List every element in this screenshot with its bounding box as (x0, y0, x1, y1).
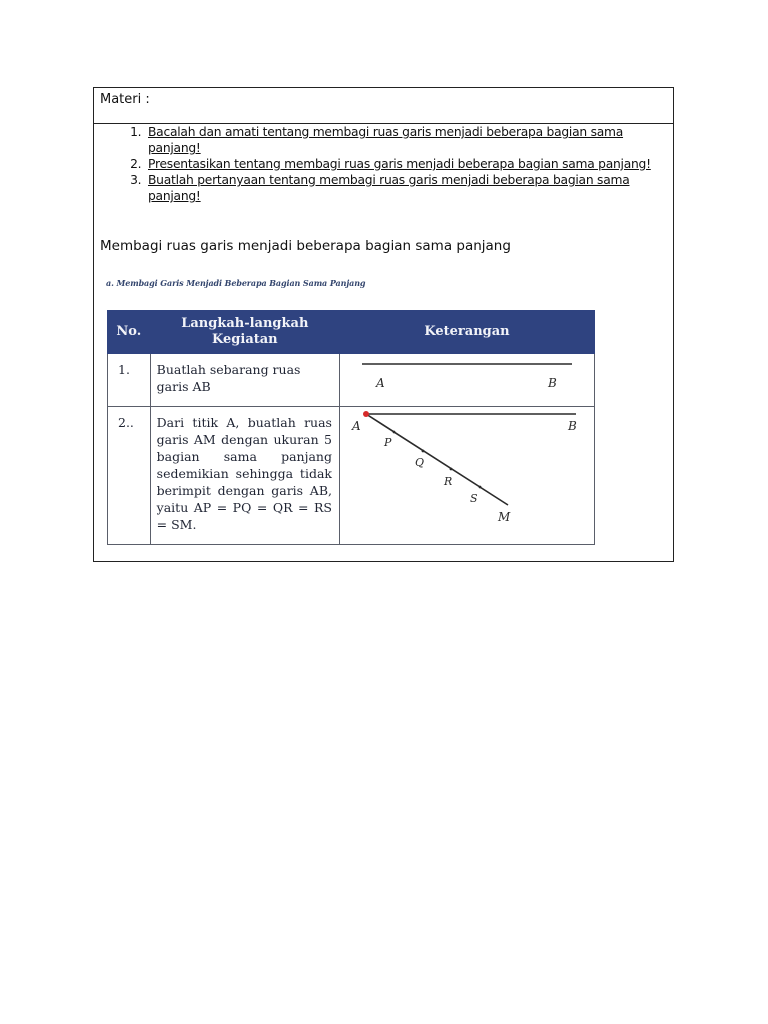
point-q-marker (422, 450, 425, 453)
point-q-label: Q (414, 456, 425, 469)
point-p-label: P (383, 436, 392, 449)
row-number: 1. (108, 354, 151, 407)
materi-label: Materi : (100, 92, 150, 107)
col-header-remarks: Keterangan (339, 311, 594, 354)
scanned-textbook-excerpt (106, 277, 596, 542)
segment-division-diagram (340, 407, 594, 543)
table-row (108, 354, 595, 407)
point-p-marker (393, 431, 396, 434)
row-step-text: Buatlah sebarang ruas garis AB (156, 362, 301, 394)
task-list (94, 124, 673, 204)
excerpt-title: a. Membagi Garis Menjadi Beberapa Bagian Sama Panjang (106, 278, 366, 288)
row-diagram-cell (339, 354, 594, 407)
segment-am-line (366, 414, 508, 505)
row-step (150, 354, 339, 407)
materi-box (93, 87, 674, 562)
row-step (150, 407, 339, 545)
point-a-marker (363, 411, 369, 417)
point-a-label: A (375, 376, 385, 390)
steps-table (107, 310, 595, 545)
segment-ab-diagram (340, 354, 594, 406)
table-row (108, 407, 595, 545)
task-item-2: 2. Presentasikan tentang membagi ruas garis menjadi beberapa bagian sama panjang! (145, 156, 651, 172)
point-r-marker (450, 468, 453, 471)
point-s-marker (479, 486, 482, 489)
task-item-1: 1. Bacalah dan amati tentang membagi ruas garis menjadi beberapa bagian sama panjang! (145, 124, 651, 156)
point-b-label: B (547, 376, 557, 390)
col-header-steps (150, 311, 339, 354)
task-item-3: 3. Buatlah pertanyaan tentang membagi ruas garis menjadi beberapa bagian sama panjang! (145, 172, 651, 204)
row-diagram-cell (339, 407, 594, 545)
point-a-label: A (351, 419, 361, 433)
point-b-label: B (567, 419, 577, 433)
point-s-label: S (469, 492, 478, 505)
row-number: 2.. (108, 407, 151, 545)
materi-header (94, 88, 673, 124)
col-header-steps-label: Langkah-langkah Kegiatan (181, 316, 309, 347)
table-header-row (108, 311, 595, 354)
col-header-no: No. (108, 311, 151, 354)
point-m-label: M (497, 510, 511, 524)
point-r-label: R (443, 475, 453, 488)
row-step-text: Dari titik A, buatlah ruas garis AM dengan ukuran 5 bagian sama panjang sedemikian sehingga tidak berimpit dengan garis AB, yaitu AP = PQ = QR = RS = SM. (156, 415, 332, 532)
section-subtitle: Membagi ruas garis menjadi beberapa bagian sama panjang (100, 238, 511, 254)
